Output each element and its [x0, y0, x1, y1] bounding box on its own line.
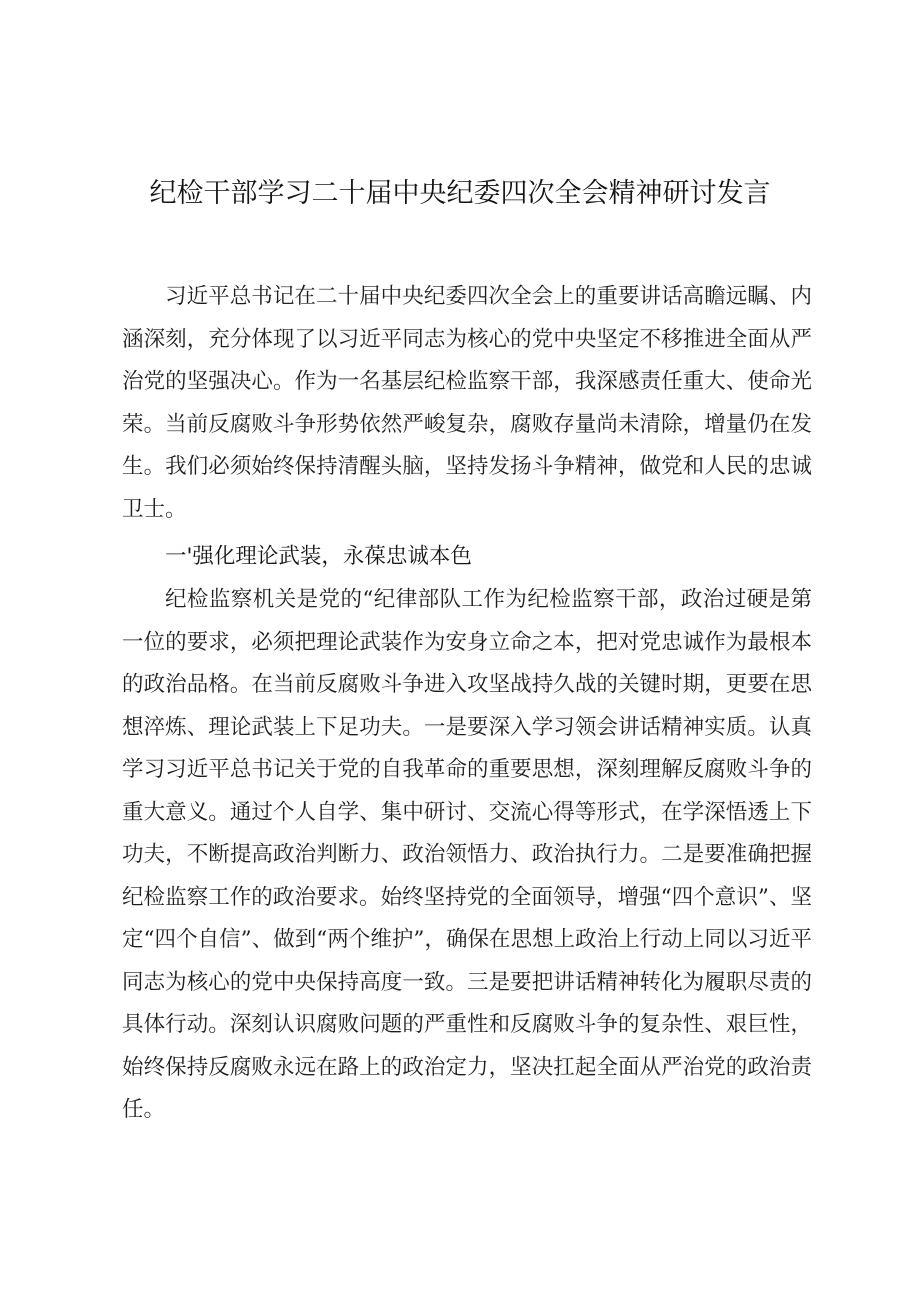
intro-paragraph: 习近平总书记在二十届中央纪委四次全会上的重要讲话高瞻远瞩、内涵深刻，充分体现了以习近平同志为核心的党中央坚定不移推进全面从严治党的坚强决心。作为一名基层纪检监察干部，我深感责任重大、使命光荣。当前反腐败斗争形势依然严峻复杂，腐败存量尚未清除，增量仍在发生。我们必须始终保持清醒头脑，坚持发扬斗争精神，做党和人民的忠诚卫士。 [122, 284, 812, 522]
document-title: 纪检干部学习二十届中央纪委四次全会精神研讨发言 [149, 178, 771, 209]
section-1-heading: 一'强化理论武装，永葆忠诚本色 [165, 544, 472, 569]
section-1-paragraph: 纪检监察机关是党的“纪律部队工作为纪检监察干部，政治过硬是第一位的要求，必须把理论武装作为安身立命之本，把对党忠诚作为最根本的政治品格。在当前反腐败斗争进入攻坚战持久战的关键时期，更要在思想淬炼、理论武装上下足功夫。一是要深入学习领会讲话精神实质。认真学习习近平总书记关于党的自我革命的重要思想，深刻理解反腐败斗争的重大意义。通过个人自学、集中研讨、交流心得等形式，在学深悟透上下功夫，不断提高政治判断力、政治领悟力、政治执行力。二是要准确把握纪检监察工作的政治要求。始终坚持党的全面领导，增强“四个意识”、坚定“四个自信”、做到“两个维护”，确保在思想上政治上行动上同以习近平同志为核心的党中央保持高度一致。三是要把讲话精神转化为履职尽责的具体行动。深刻认识腐败问题的严重性和反腐败斗争的复杂性、艰巨性，始终保持反腐败永远在路上的政治定力，坚决扛起全面从严治党的政治责任。 [122, 587, 812, 1122]
